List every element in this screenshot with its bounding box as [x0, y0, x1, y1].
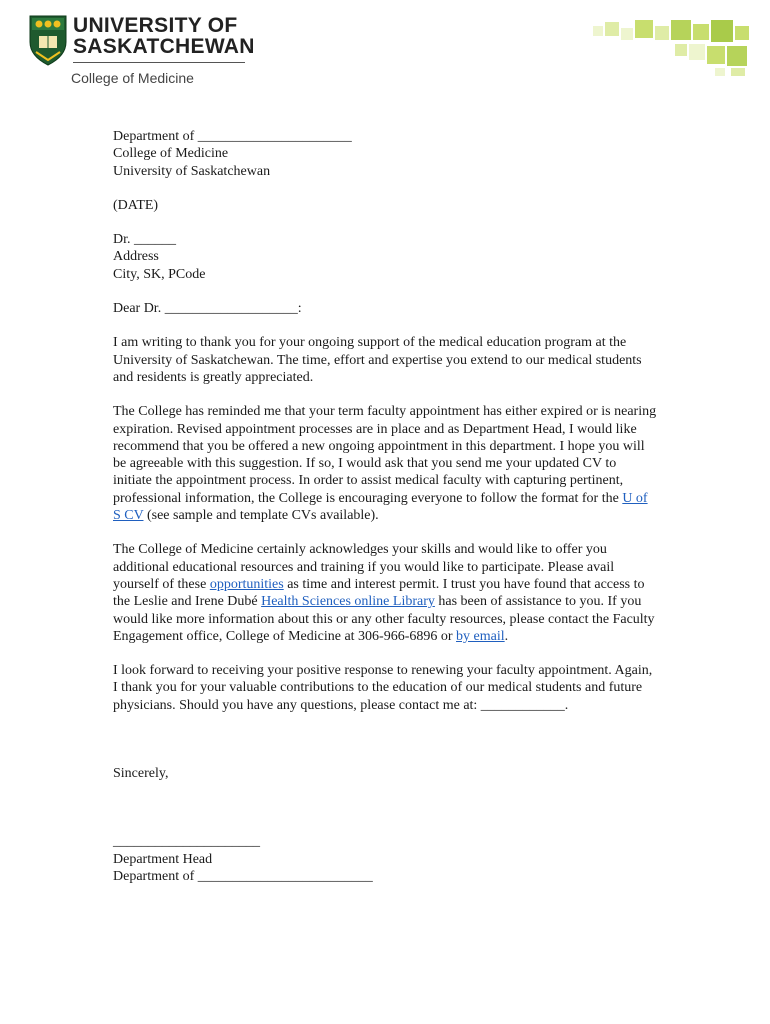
address-line-college: College of Medicine	[113, 146, 229, 162]
email-link[interactable]: by email	[456, 628, 505, 644]
logo-divider	[73, 62, 245, 63]
university-logo	[28, 14, 255, 94]
letter-body	[113, 128, 658, 902]
paragraph-resources-text1: The College of Medicine certainly acknowledges your skills and would like to offer you additional educational resources and training if you would like to participate. Please avail yourself of these	[113, 542, 615, 592]
health-sciences-library-link[interactable]: Health Sciences online Library	[261, 594, 435, 610]
recipient-block	[113, 231, 658, 283]
university-name-line2: SASKATCHEWAN	[73, 35, 255, 58]
green-squares-decoration	[585, 18, 755, 78]
recipient-city: City, SK, PCode	[113, 266, 206, 282]
salutation: Dear Dr. ___________________:	[113, 301, 302, 317]
paragraph-closing: I look forward to receiving your positive response to renewing your faculty appointment. Again, I thank you for your valuable contributions to the education of our medical students and future physicians. Should you have any questions, please contact me at: ____________.	[113, 663, 653, 713]
opportunities-link[interactable]: opportunities	[209, 576, 284, 592]
paragraph-appointment-text-end: (see sample and template CVs available).	[143, 508, 379, 524]
college-name: College of Medicine	[71, 70, 194, 86]
recipient-address: Address	[113, 249, 159, 265]
university-crest-icon	[28, 14, 68, 66]
university-name-line1: UNIVERSITY OF	[73, 14, 238, 37]
signature-space	[113, 799, 658, 833]
address-line-department: Department of ______________________	[113, 129, 352, 144]
signature-block	[113, 833, 658, 885]
paragraph-resources-text4: .	[504, 628, 509, 644]
address-block	[113, 128, 658, 180]
spacer	[113, 731, 658, 765]
paragraph-resources	[113, 541, 658, 645]
letter-date: (DATE)	[113, 197, 159, 213]
paragraph-appointment-text: The College has reminded me that your term faculty appointment has either expired or is nearing expiration. Revised appointment processes are in place and as Department Head, I would like recommend that you be offered a new ongoing appointment in this department. I hope you will be agreeable with this suggestion. If so, I would ask that you send me your updated CV to initiate the appointment process. In order to assist medical faculty with capturing pertinent, professional information, the College is encouraging everyone to follow the format for the	[113, 404, 657, 506]
signature-line: _____________________	[113, 834, 260, 850]
paragraph-appointment	[113, 403, 658, 524]
address-line-university: University of Saskatchewan	[113, 163, 271, 179]
paragraph-resources-text2: as time and interest permit. I trust you have found that access to the Leslie and Irene Dubé	[113, 576, 645, 610]
paragraph-thanks: I am writing to thank you for your ongoing support of the medical education program at the University of Saskatchewan. The time, effort and expertise you extend to our medical students and residents is greatly appreciated.	[113, 335, 642, 385]
paragraph-resources-text3: has been of assistance to you. If you would like more information about this or any other faculty resources, please contact the Faculty Engagement office, College of Medicine at 306-966-6896 or	[113, 594, 655, 644]
recipient-name: Dr. ______	[113, 232, 176, 248]
signature-title: Department Head	[113, 851, 213, 867]
u-of-s-cv-link[interactable]: U of S CV	[113, 490, 648, 524]
signature-department: Department of _________________________	[113, 868, 373, 884]
sign-off: Sincerely,	[113, 766, 169, 782]
